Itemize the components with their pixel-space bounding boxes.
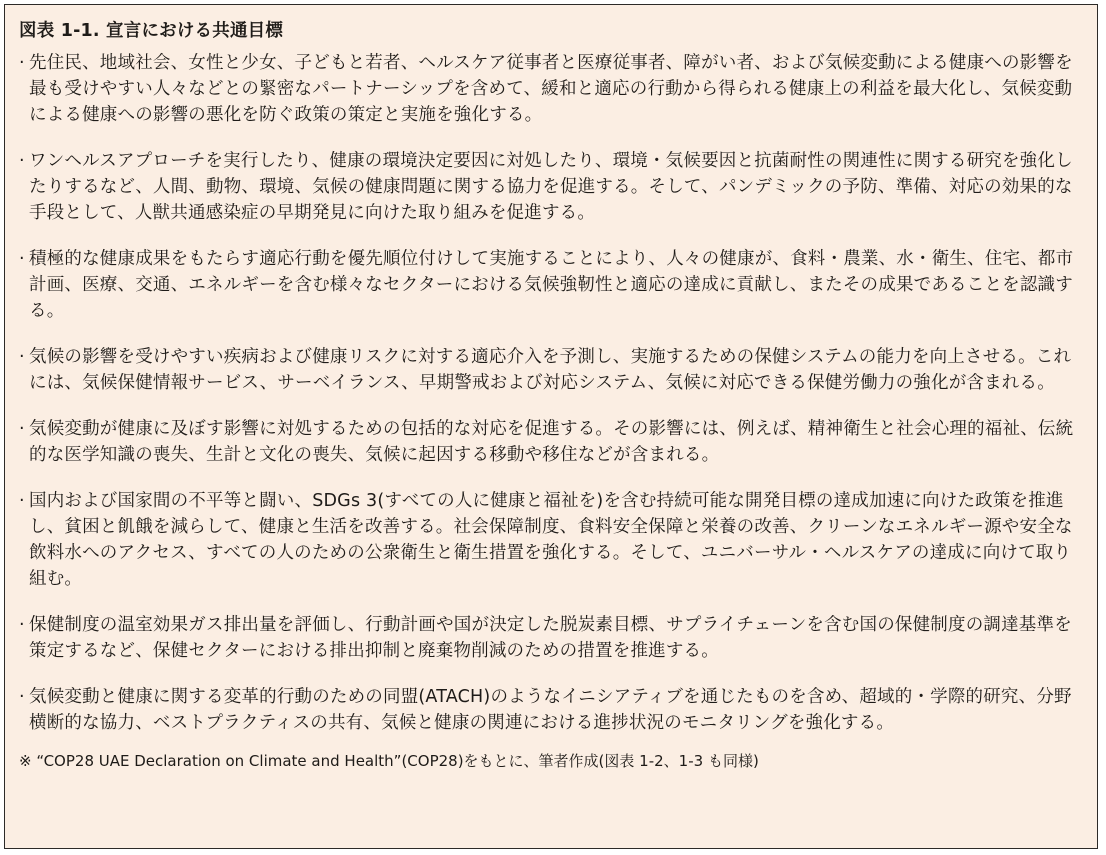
bullet-mark: ·	[19, 249, 25, 269]
goal-item	[19, 684, 1083, 736]
bullet-mark: ·	[19, 419, 25, 439]
goal-item	[19, 612, 1083, 664]
goal-item-text: 国内および国家間の不平等と闘い、SDGs 3(すべての人に健康と福祉を)を含む持続可能な開発目標の達成加速に向けた政策を推進し、貧困と飢餓を減らして、健康と生活を改善する。社会保障制度、食料安全保障と栄養の改善、クリーンなエネルギー源や安全な飲料水へのアクセス、すべての人のための公衆衛生と衛生措置を強化する。そして、ユニバーサル・ヘルスケアの達成に向けて取り組む。	[29, 491, 1073, 589]
bullet-mark: ·	[19, 53, 25, 73]
goal-item-text: 気候の影響を受けやすい疾病および健康リスクに対する適応介入を予測し、実施するための保健システムの能力を向上させる。これには、気候保健情報サービス、サーベイランス、早期警戒および対応システム、気候に対応できる保健労働力の強化が含まれる。	[29, 347, 1072, 393]
bullet-mark: ·	[19, 491, 25, 511]
goal-item-text: ワンヘルスアプローチを実行したり、健康の環境決定要因に対処したり、環境・気候要因と抗菌耐性の関連性に関する研究を強化したりするなど、人間、動物、環境、気候の健康問題に関する協力を促進する。そして、パンデミックの予防、準備、対応の効果的な手段として、人獣共通感染症の早期発見に向けた取り組みを促進する。	[29, 151, 1073, 223]
source-note: ※ “COP28 UAE Declaration on Climate and Health”(COP28)をもとに、筆者作成(図表 1-2、1-3 も同様)	[19, 752, 759, 770]
goal-item	[19, 148, 1083, 226]
goal-item-text: 気候変動が健康に及ぼす影響に対処するための包括的な対応を促進する。その影響には、例えば、精神衛生と社会心理的福祉、伝統的な医学知識の喪失、生計と文化の喪失、気候に起因する移動や移住などが含まれる。	[29, 419, 1074, 465]
goal-item	[19, 488, 1083, 592]
bullet-mark: ·	[19, 615, 25, 635]
figure-title: 図表 1-1. 宣言における共通目標	[19, 21, 284, 41]
declaration-goals-panel	[4, 4, 1098, 849]
bullet-mark: ·	[19, 151, 25, 171]
bullet-mark: ·	[19, 687, 25, 707]
bullet-mark: ·	[19, 347, 25, 367]
goal-item-text: 積極的な健康成果をもたらす適応行動を優先順位付けして実施することにより、人々の健康が、食料・農業、水・衛生、住宅、都市計画、医療、交通、エネルギーを含む様々なセクターにおける気候強靭性と適応の達成に貢献し、またその成果であることを認識する。	[29, 249, 1074, 321]
goal-item	[19, 246, 1083, 324]
goal-item	[19, 416, 1083, 468]
goal-item-text: 先住民、地域社会、女性と少女、子どもと若者、ヘルスケア従事者と医療従事者、障がい者、および気候変動による健康への影響を最も受けやすい人々などとの緊密なパートナーシップを含めて、緩和と適応の行動から得られる健康上の利益を最大化し、気候変動による健康への影響の悪化を防ぐ政策の策定と実施を強化する。	[29, 53, 1073, 125]
goal-item-text: 気候変動と健康に関する変革的行動のための同盟(ATACH)のようなイニシアティブを通じたものを含め、超域的・学際的研究、分野横断的な協力、ベストプラクティスの共有、気候と健康の関連における進捗状況のモニタリングを強化する。	[29, 687, 1072, 733]
goal-item	[19, 344, 1083, 396]
goal-item	[19, 50, 1083, 128]
goal-item-text: 保健制度の温室効果ガス排出量を評価し、行動計画や国が決定した脱炭素目標、サプライチェーンを含む国の保健制度の調達基準を策定するなど、保健セクターにおける排出抑制と廃棄物削減のための措置を推進する。	[29, 615, 1072, 661]
